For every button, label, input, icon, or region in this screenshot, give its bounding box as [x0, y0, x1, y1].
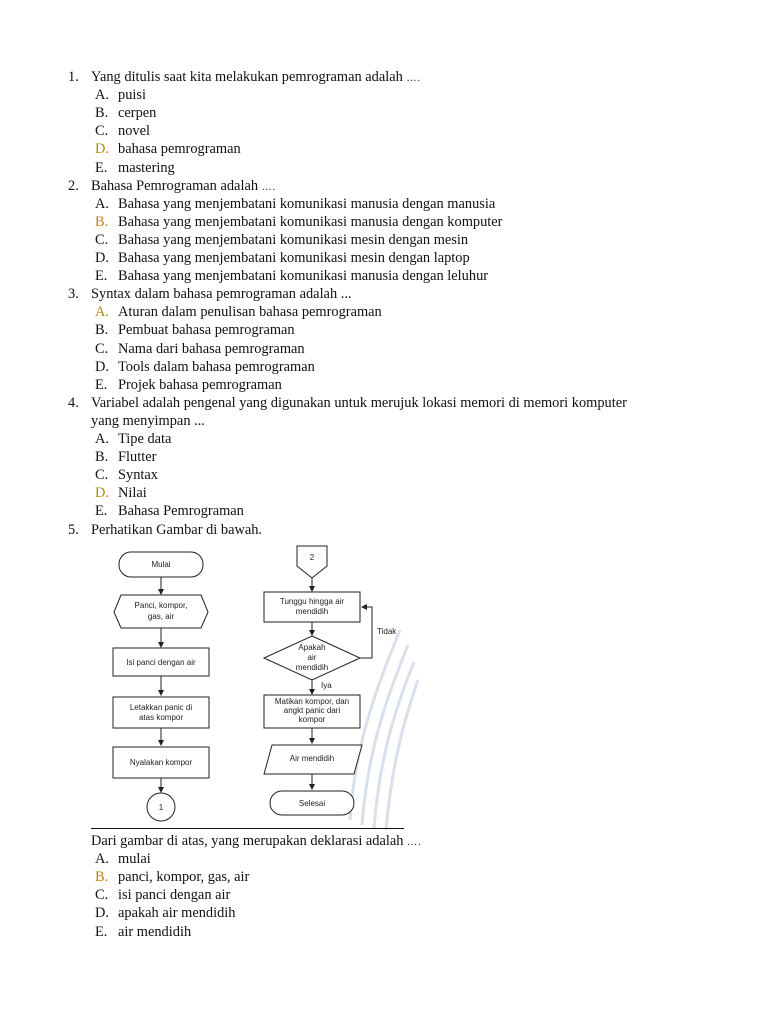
decision-line2: air [307, 653, 317, 662]
option-letter: B. [95, 105, 109, 122]
option-text: Projek bahasa pemrograman [118, 376, 282, 393]
option-letter: D. [95, 141, 109, 158]
yes-label: Iya [321, 681, 332, 690]
question-ellipsis: …. [261, 181, 277, 193]
option-letter: E. [95, 268, 108, 285]
option-letter: E. [95, 159, 108, 176]
option-text: novel [118, 123, 150, 140]
option-letter: D. [95, 485, 109, 502]
option-letter: B. [95, 869, 109, 886]
option-text: Tipe data [118, 431, 172, 447]
question-number: 2. [68, 177, 79, 194]
option-text: Bahasa yang menjembatani komunikasi manusia dengan komputer [118, 213, 503, 230]
option-letter: E. [95, 503, 108, 520]
option-text: Bahasa Pemrograman [118, 503, 244, 520]
question-text: Syntax dalam bahasa pemrograman adalah ... [91, 286, 352, 303]
option-text: Nama dari bahasa pemrograman [118, 340, 305, 357]
process-place-pan-line2: atas kompor [138, 713, 184, 722]
option-letter: A. [95, 87, 109, 104]
option-letter: C. [95, 340, 109, 357]
question-number: 4. [68, 394, 79, 411]
no-loop-line [360, 607, 372, 658]
option-letter: B. [95, 449, 109, 466]
option-letter: C. [95, 887, 109, 904]
question-number: 5. [68, 521, 79, 538]
question-text: Bahasa Pemrograman adalah [91, 177, 259, 194]
question-number: 1. [68, 69, 79, 85]
flowchart-diagram [100, 540, 420, 830]
decision-line3: mendidih [295, 663, 329, 672]
question-ellipsis: …. [407, 837, 422, 848]
option-letter: A. [95, 431, 109, 447]
option-text: cerpen [118, 105, 157, 122]
option-letter: C. [95, 231, 109, 248]
option-letter: A. [95, 195, 109, 212]
option-text: apakah air mendidih [118, 905, 236, 922]
question-text: Variabel adalah pengenal yang digunakan untuk merujuk lokasi memori di memori komputer [91, 394, 627, 411]
option-text: Aturan dalam penulisan bahasa pemrograman [118, 304, 382, 321]
option-text: Nilai [118, 485, 147, 502]
input-label-line2: gas, air [147, 612, 175, 621]
connector-out-label: 1 [158, 803, 164, 812]
question-text-continued: yang menyimpan ... [91, 412, 205, 429]
process-turn-off-line1: Matikan kompor, dan [274, 697, 350, 706]
option-text: Bahasa yang menjembatani komunikasi manusia dengan manusia [118, 195, 496, 212]
start-label: Mulai [151, 560, 171, 569]
question-text: Yang ditulis saat kita melakukan pemrograman adalah [91, 69, 403, 85]
option-letter: E. [95, 376, 108, 393]
caption-divider [91, 828, 404, 829]
question-line [91, 68, 421, 88]
option-letter: A. [95, 304, 109, 321]
end-label: Selesai [298, 799, 326, 808]
option-text: isi panci dengan air [118, 887, 231, 904]
option-text: mastering [118, 159, 175, 176]
option-text: panci, kompor, gas, air [118, 869, 250, 886]
option-text: Pembuat bahasa pemrograman [118, 322, 295, 339]
option-text: Bahasa yang menjembatani komunikasi manusia dengan leluhur [118, 268, 489, 285]
output-label: Air mendidih [289, 754, 335, 763]
connector-in-label: 2 [309, 553, 315, 562]
option-text: mulai [118, 851, 151, 868]
option-letter: C. [95, 467, 109, 484]
process-turn-off-line2: angkt panic dari [283, 706, 341, 715]
process-light-stove-label: Nyalakan kompor [129, 758, 193, 767]
process-turn-off-line3: kompor [298, 715, 326, 724]
option-letter: A. [95, 851, 109, 868]
process-place-pan-line1: Letakkan panic di [129, 703, 193, 712]
option-text: bahasa pemrograman [118, 141, 241, 158]
option-text: air mendidih [118, 923, 192, 940]
question-caption-line [91, 832, 422, 852]
option-text: Bahasa yang menjembatani komunikasi mesin dengan mesin [118, 231, 469, 248]
question-number: 3. [68, 286, 79, 303]
option-text: Syntax [118, 467, 158, 484]
option-letter: B. [95, 213, 109, 230]
input-label-line1: Panci, kompor, [134, 601, 188, 610]
question-ellipsis: …. [406, 73, 421, 84]
no-label: Tidak [377, 627, 397, 636]
option-text: Flutter [118, 449, 157, 466]
option-text: Bahasa yang menjembatani komunikasi mesin dengan laptop [118, 250, 470, 266]
option-letter: D. [95, 250, 109, 266]
process-wait-line2: mendidih [295, 607, 329, 616]
question-text: Perhatikan Gambar di bawah. [91, 521, 263, 538]
question-line [91, 177, 276, 197]
process-fill-pan-label: Isi panci dengan air [126, 658, 196, 667]
option-text: puisi [118, 87, 146, 104]
question-caption: Dari gambar di atas, yang merupakan deklarasi adalah [91, 833, 404, 849]
decision-line1: Apakah [298, 643, 326, 652]
option-letter: D. [95, 358, 109, 375]
process-wait-line1: Tunggu hingga air [279, 597, 345, 606]
connector-in-pentagon [297, 546, 327, 578]
option-letter: E. [95, 923, 108, 940]
option-letter: C. [95, 123, 109, 140]
option-letter: D. [95, 905, 109, 922]
option-letter: B. [95, 322, 109, 339]
option-text: Tools dalam bahasa pemrograman [118, 358, 315, 375]
watermark-arcs [350, 630, 418, 830]
